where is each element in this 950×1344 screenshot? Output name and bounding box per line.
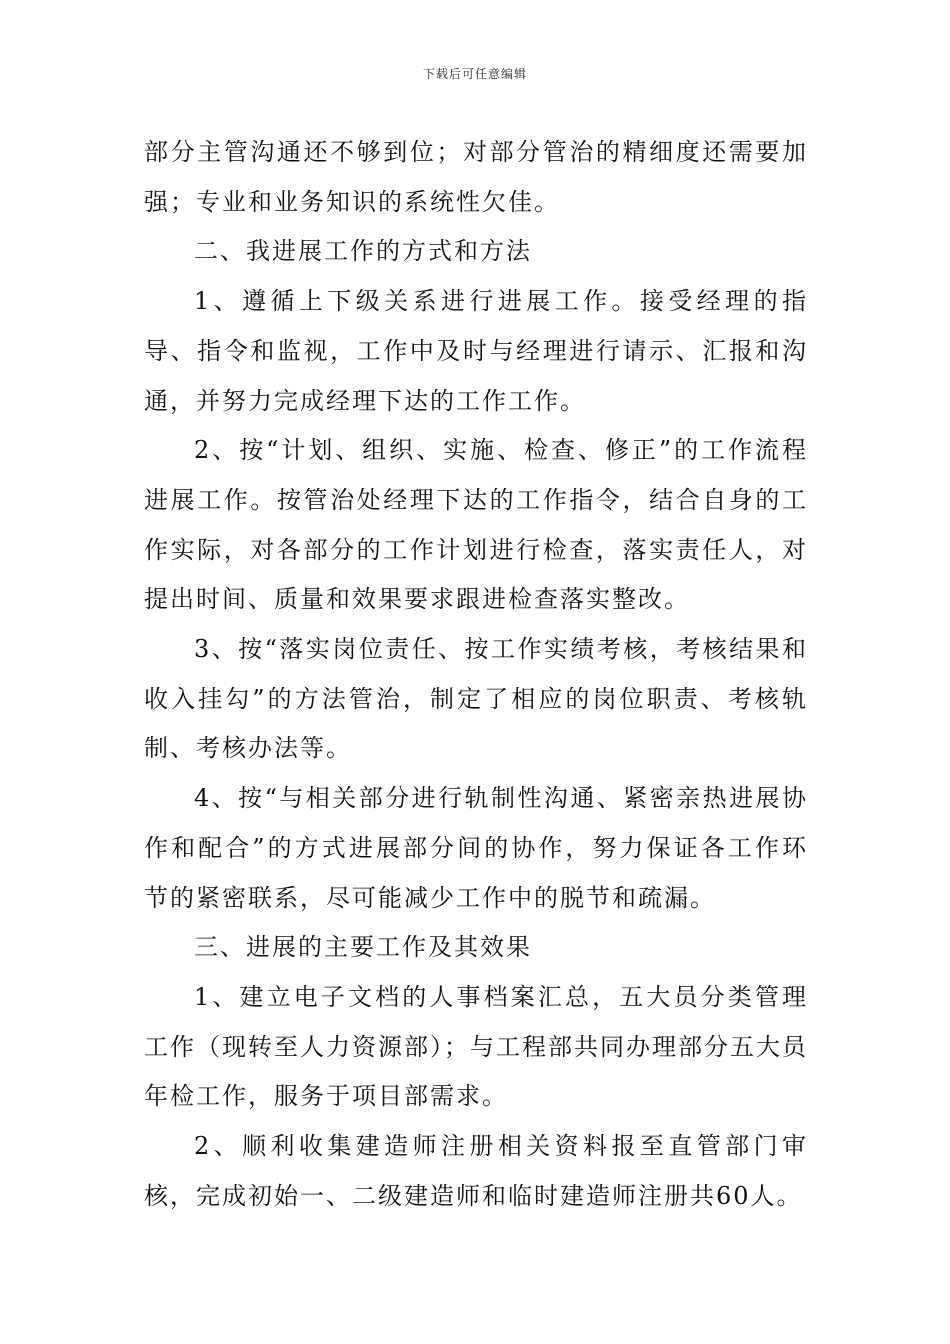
paragraph-3-1: 1、建立电子文档的人事档案汇总，五大员分类管理工作（现转至人力资源部）；与工程部共同办理部分五大员年检工作，服务于项目部需求。 bbox=[144, 982, 808, 1111]
document-body bbox=[144, 128, 808, 1221]
paragraph-3-2: 2、顺利收集建造师注册相关资料报至直管部门审核，完成初始一、二级建造师和临时建造师注册共60人。 bbox=[144, 1132, 808, 1210]
paragraph-2-1: 1、遵循上下级关系进行进展工作。接受经理的指导、指令和监视，工作中及时与经理进行请示、汇报和沟通，并努力完成经理下达的工作工作。 bbox=[144, 287, 808, 415]
paragraph-2-2: 2、按“计划、组织、实施、检查、修正”的工作流程进展工作。按管治处经理下达的工作指令，结合自身的工作实际，对各部分的工作计划进行检查，落实责任人，对提出时间、质量和效果要求跟进检查落实整改。 bbox=[144, 436, 808, 614]
paragraph-2-4: 4、按“与相关部分进行轨制性沟通、紧密亲热进展协作和配合”的方式进展部分间的协作，努力保证各工作环节的紧密联系，尽可能减少工作中的脱节和疏漏。 bbox=[144, 784, 808, 912]
section-heading-3: 三、进展的主要工作及其效果 bbox=[194, 933, 532, 962]
paragraph-2-3: 3、按“落实岗位责任、按工作实绩考核，考核结果和收入挂勾”的方法管治，制定了相应的岗位职责、考核轨制、考核办法等。 bbox=[144, 635, 808, 763]
section-heading-2: 二、我进展工作的方式和方法 bbox=[194, 237, 532, 266]
page-header: 下载后可任意编辑 bbox=[422, 67, 527, 81]
paragraph-1: 部分主管沟通还不够到位；对部分管治的精细度还需要加强；专业和业务知识的系统性欠佳。 bbox=[144, 138, 808, 216]
